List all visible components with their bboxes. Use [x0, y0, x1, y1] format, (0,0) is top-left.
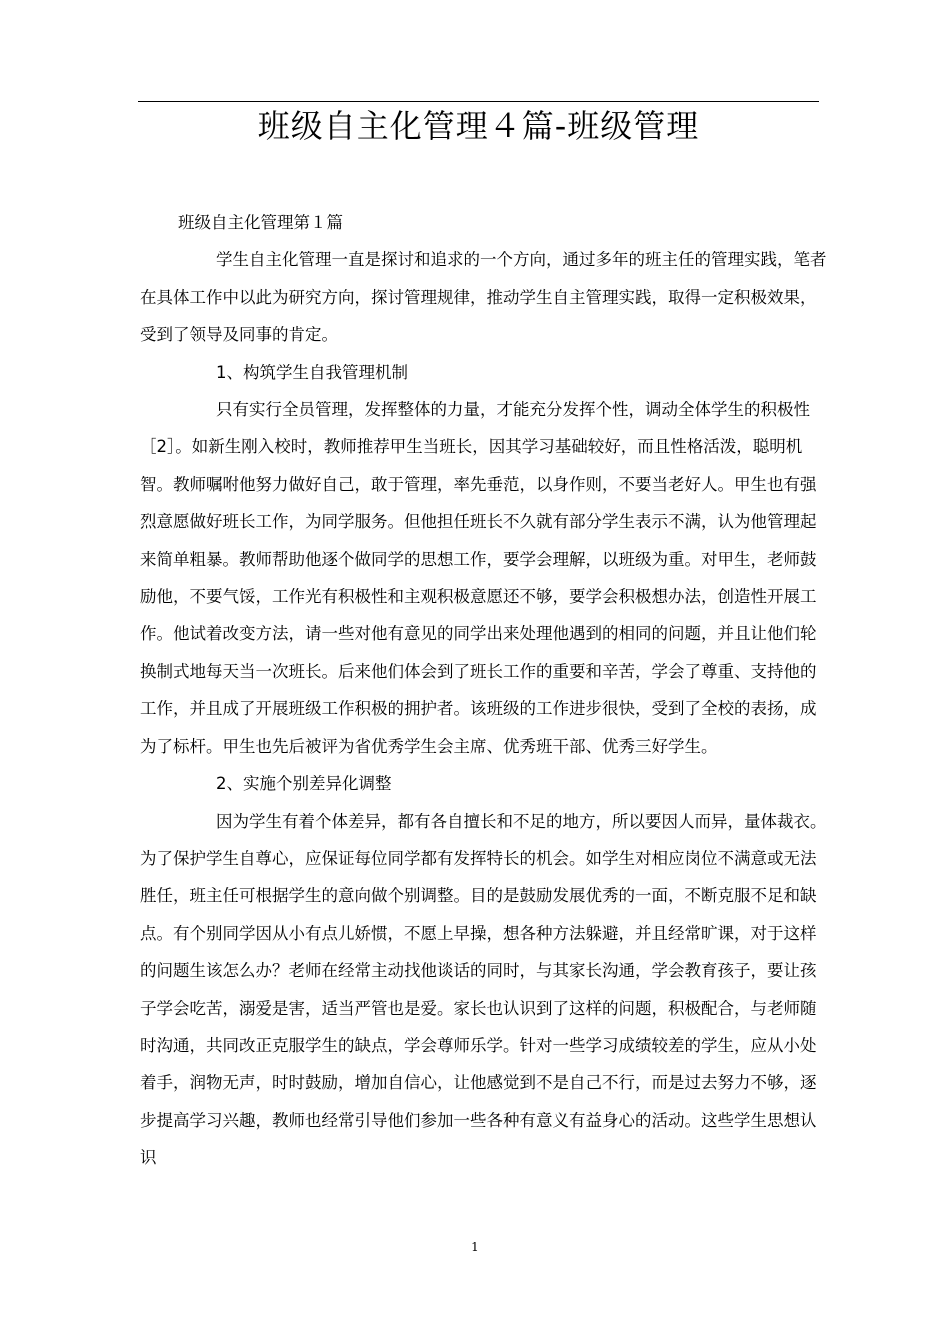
- document-body: [140, 204, 830, 1177]
- section-title: 班级自主化管理第１篇: [178, 213, 343, 232]
- paragraph-2: 因为学生有着个体差异，都有各自擅长和不足的地方，所以要因人而异，量体裁衣。为了保护学生自尊心，应保证每位同学都有发挥特长的机会。如学生对相应岗位不满意或无法胜任，班主任可根据学生的意向做个别调整。目的是鼓励发展优秀的一面，不断克服不足和缺点。有个别同学因从小有点儿娇惯，不愿上早操，想各种方法躲避，并且经常旷课，对于这样的问题生该怎么办？老师在经常主动找他谈话的同时，与其家长沟通，学会教育孩子，要让孩子学会吃苦，溺爱是害，适当严管也是爱。家长也认识到了这样的问题，积极配合，与老师随时沟通，共同改正克服学生的缺点，学会尊师乐学。针对一些学习成绩较差的学生，应从小处着手，润物无声，时时鼓励，增加自信心，让他感觉到不是自己不行，而是过去努力不够，逐步提高学习兴趣，教师也经常引导他们参加一些各种有意义有益身心的活动。这些学生思想认识: [140, 811, 827, 1168]
- paragraph-intro: 学生自主化管理一直是探讨和追求的一个方向，通过多年的班主任的管理实践，笔者在具体工作中以此为研究方向，探讨管理规律，推动学生自主管理实践，取得一定积极效果，受到了领导及同事的肯定。: [140, 250, 827, 345]
- heading-2: 2、实施个别差异化调整: [216, 774, 392, 794]
- document-title: 班级自主化管理４篇-班级管理: [257, 107, 700, 145]
- page-number: 1: [471, 1240, 479, 1254]
- paragraph-1: 只有实行全员管理，发挥整体的力量，才能充分发挥个性，调动全体学生的积极性［2］。如新生刚入校时，教师推荐甲生当班长，因其学习基础较好，而且性格活泼，聪明机智。教师嘱咐他努力做好自己，敢于管理，率先垂范，以身作则，不要当老好人。甲生也有强烈意愿做好班长工作，为同学服务。但他担任班长不久就有部分学生表示不满，认为他管理起来简单粗暴。教师帮助他逐个做同学的思想工作，要学会理解，以班级为重。对甲生，老师鼓励他，不要气馁，工作光有积极性和主观积极意愿还不够，要学会积极想办法，创造性开展工作。他试着改变方法，请一些对他有意见的同学出来处理他遇到的相同的问题，并且让他们轮换制式地每天当一次班长。后来他们体会到了班长工作的重要和辛苦，学会了尊重、支持他的工作，并且成了开展班级工作积极的拥护者。该班级的工作进步很快，受到了全校的表扬，成为了标杆。甲生也先后被评为省优秀学生会主席、优秀班干部、优秀三好学生。: [140, 400, 817, 756]
- heading-1: 1、构筑学生自我管理机制: [216, 362, 408, 382]
